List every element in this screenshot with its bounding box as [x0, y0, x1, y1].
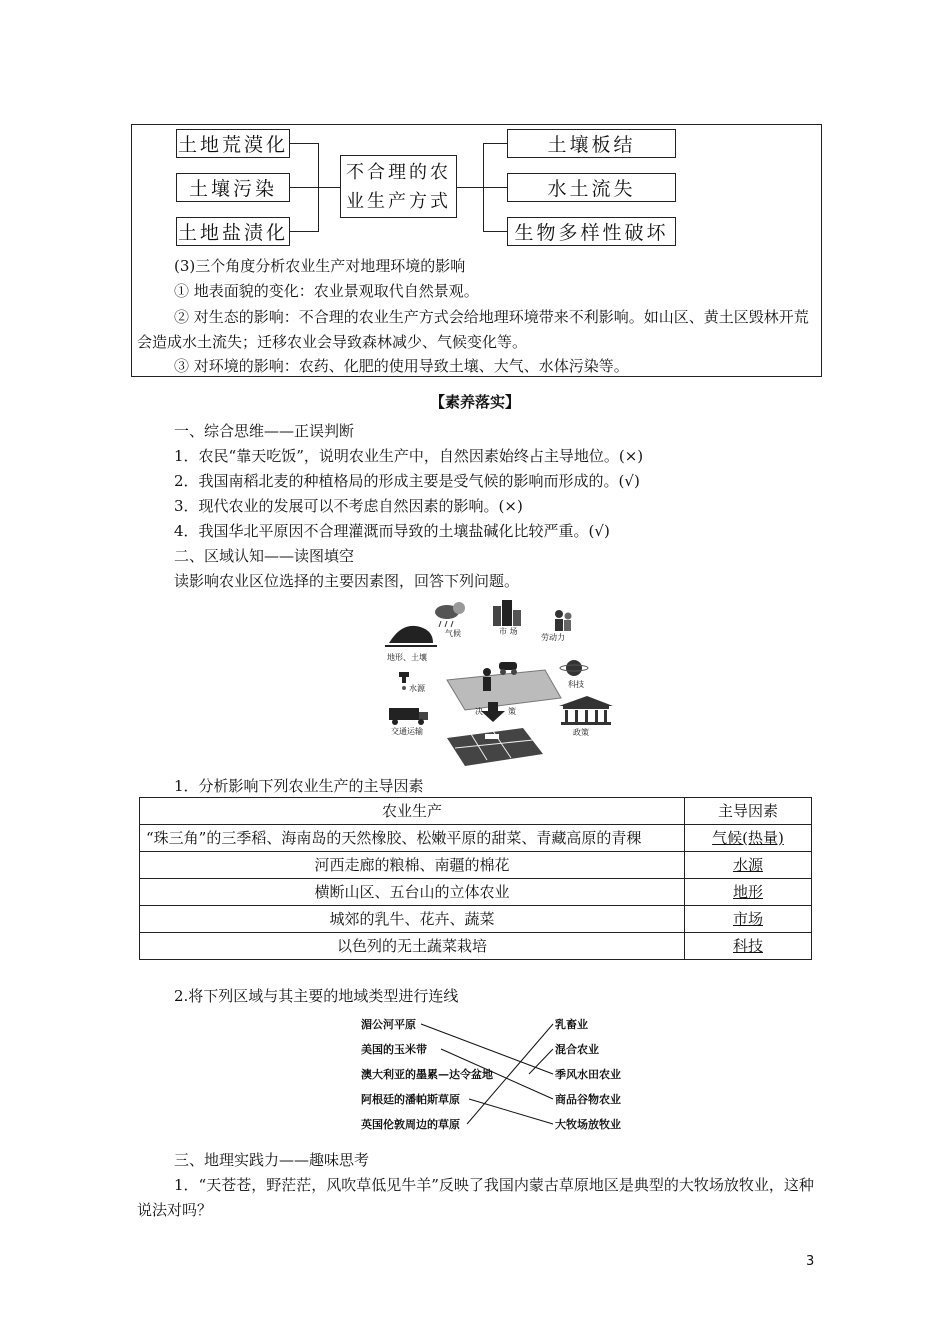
q1-title: 1．分析影响下列农业生产的主导因素 — [174, 777, 424, 795]
part1-item-4: 4．我国华北平原因不合理灌溉而导致的土壤盐碱化比较严重。(√) — [174, 522, 610, 540]
match-right-2: 混合农业 — [555, 1043, 599, 1056]
market-label: 市 场 — [499, 627, 518, 636]
decision-label-2: 策 — [508, 707, 516, 716]
tractor-icon — [499, 662, 517, 675]
factor-table — [139, 797, 812, 960]
match-right-4: 商品谷物农业 — [555, 1093, 621, 1106]
diagram-right-box-1: 土壤板结 — [507, 129, 676, 158]
table-cell-production: 以色列的无土蔬菜栽培 — [140, 933, 685, 960]
match-left-4: 阿根廷的潘帕斯草原 — [361, 1093, 460, 1106]
diagram-right-box-2: 水土流失 — [507, 173, 676, 202]
match-right-1: 乳畜业 — [555, 1018, 588, 1031]
decision-label-1: 决 — [475, 707, 483, 716]
factor-answer: 市场 — [732, 910, 763, 928]
matching-figure — [355, 1012, 635, 1134]
climate-label: 气候 — [445, 629, 461, 638]
policy-building-icon — [559, 696, 613, 725]
factor-answer: 气候(热量) — [712, 829, 784, 847]
match-left-3: 澳大利亚的墨累—达令盆地 — [361, 1068, 493, 1081]
market-icon — [493, 600, 521, 626]
table-cell-production: “珠三角”的三季稻、海南岛的天然橡胶、松嫩平原的甜菜、青藏高原的青稞 — [140, 825, 685, 852]
truck-icon — [389, 708, 428, 725]
diagram-right-box-3: 生物多样性破坏 — [507, 217, 676, 246]
part1-item-2: 2．我国南稻北麦的种植格局的形成主要是受气候的影响而形成的。(√) — [174, 472, 640, 490]
table-cell-factor — [685, 852, 812, 879]
part2-intro: 读影响农业区位选择的主要因素图，回答下列问题。 — [174, 572, 520, 590]
labor-icon — [555, 610, 572, 631]
agri-factors-figure — [375, 598, 615, 770]
policy-label: 政策 — [573, 728, 589, 737]
center-line-2: 业生产方式 — [346, 190, 451, 212]
farmland-result-icon — [447, 728, 543, 766]
table-cell-factor — [685, 879, 812, 906]
table-row — [140, 852, 812, 879]
factor-answer: 科技 — [732, 937, 763, 955]
tech-globe-icon — [560, 660, 588, 676]
factor-answer: 水源 — [732, 856, 763, 874]
match-left-1: 湄公河平原 — [361, 1018, 416, 1031]
table-cell-factor — [685, 906, 812, 933]
analysis-p3: ③ 对环境的影响：农药、化肥的使用导致土壤、大气、水体污染等。 — [174, 357, 629, 375]
section-heading: 【素养落实】 — [429, 393, 520, 411]
table-row — [140, 825, 812, 852]
match-right-3: 季风水田农业 — [555, 1068, 621, 1081]
tech-label: 科技 — [568, 680, 584, 689]
climate-icon — [435, 602, 465, 627]
analysis-title: (3)三个角度分析农业生产对地理环境的影响 — [174, 257, 466, 275]
water-tap-icon — [399, 672, 409, 690]
table-cell-factor — [685, 825, 812, 852]
labor-label: 劳动力 — [541, 633, 565, 642]
table-header-factor: 主导因素 — [685, 798, 812, 825]
table-cell-production: 城郊的乳牛、花卉、蔬菜 — [140, 906, 685, 933]
table-cell-production: 河西走廊的粮棉、南疆的棉花 — [140, 852, 685, 879]
water-label: 水源 — [409, 684, 425, 693]
diagram-center-box — [340, 155, 457, 218]
diagram-left-box-2: 土壤污染 — [176, 173, 290, 202]
factor-answer: 地形 — [732, 883, 763, 901]
table-row — [140, 906, 812, 933]
page-number: 3 — [806, 1254, 815, 1269]
terrain-icon — [385, 626, 437, 646]
transport-label: 交通运输 — [391, 727, 423, 736]
analysis-p1: ① 地表面貌的变化：农业景观取代自然景观。 — [174, 282, 479, 300]
farmer-icon — [483, 668, 491, 691]
analysis-p2: ② 对生态的影响：不合理的农业生产方式会给地理环境带来不利影响。如山区、黄土区毁林开荒会造成水土流失；迁移农业会导致森林减少、气候变化等。 — [137, 308, 809, 351]
match-left-5: 英国伦敦周边的草原 — [361, 1118, 460, 1131]
match-left-2: 美国的玉米带 — [361, 1043, 427, 1056]
center-line-1: 不合理的农 — [346, 161, 451, 183]
match-right-5: 大牧场放牧业 — [555, 1118, 621, 1131]
part1-title: 一、综合思维——正误判断 — [174, 422, 355, 440]
table-cell-factor — [685, 933, 812, 960]
part3-title: 三、地理实践力——趣味思考 — [174, 1151, 370, 1169]
table-row — [140, 933, 812, 960]
farmland-plane — [447, 670, 561, 710]
terrain-label: 地形、土壤 — [387, 653, 427, 662]
q2-title: 2.将下列区域与其主要的地域类型进行连线 — [174, 987, 459, 1005]
diagram-left-box-3: 土地盐渍化 — [176, 217, 290, 246]
diagram-left-box-1: 土地荒漠化 — [176, 129, 290, 158]
table-row — [140, 879, 812, 906]
table-cell-production: 横断山区、五台山的立体农业 — [140, 879, 685, 906]
part1-item-3: 3．现代农业的发展可以不考虑自然因素的影响。(×) — [174, 497, 523, 515]
part3-question: 1．“天苍苍，野茫茫，风吹草低见牛羊”反映了我国内蒙古草原地区是典型的大牧场放牧业，这种说法对吗？ — [137, 1176, 814, 1219]
part1-item-1: 1．农民“靠天吃饭”，说明农业生产中，自然因素始终占主导地位。(×) — [174, 447, 644, 465]
table-header-production: 农业生产 — [140, 798, 685, 825]
part2-title: 二、区域认知——读图填空 — [174, 547, 355, 565]
